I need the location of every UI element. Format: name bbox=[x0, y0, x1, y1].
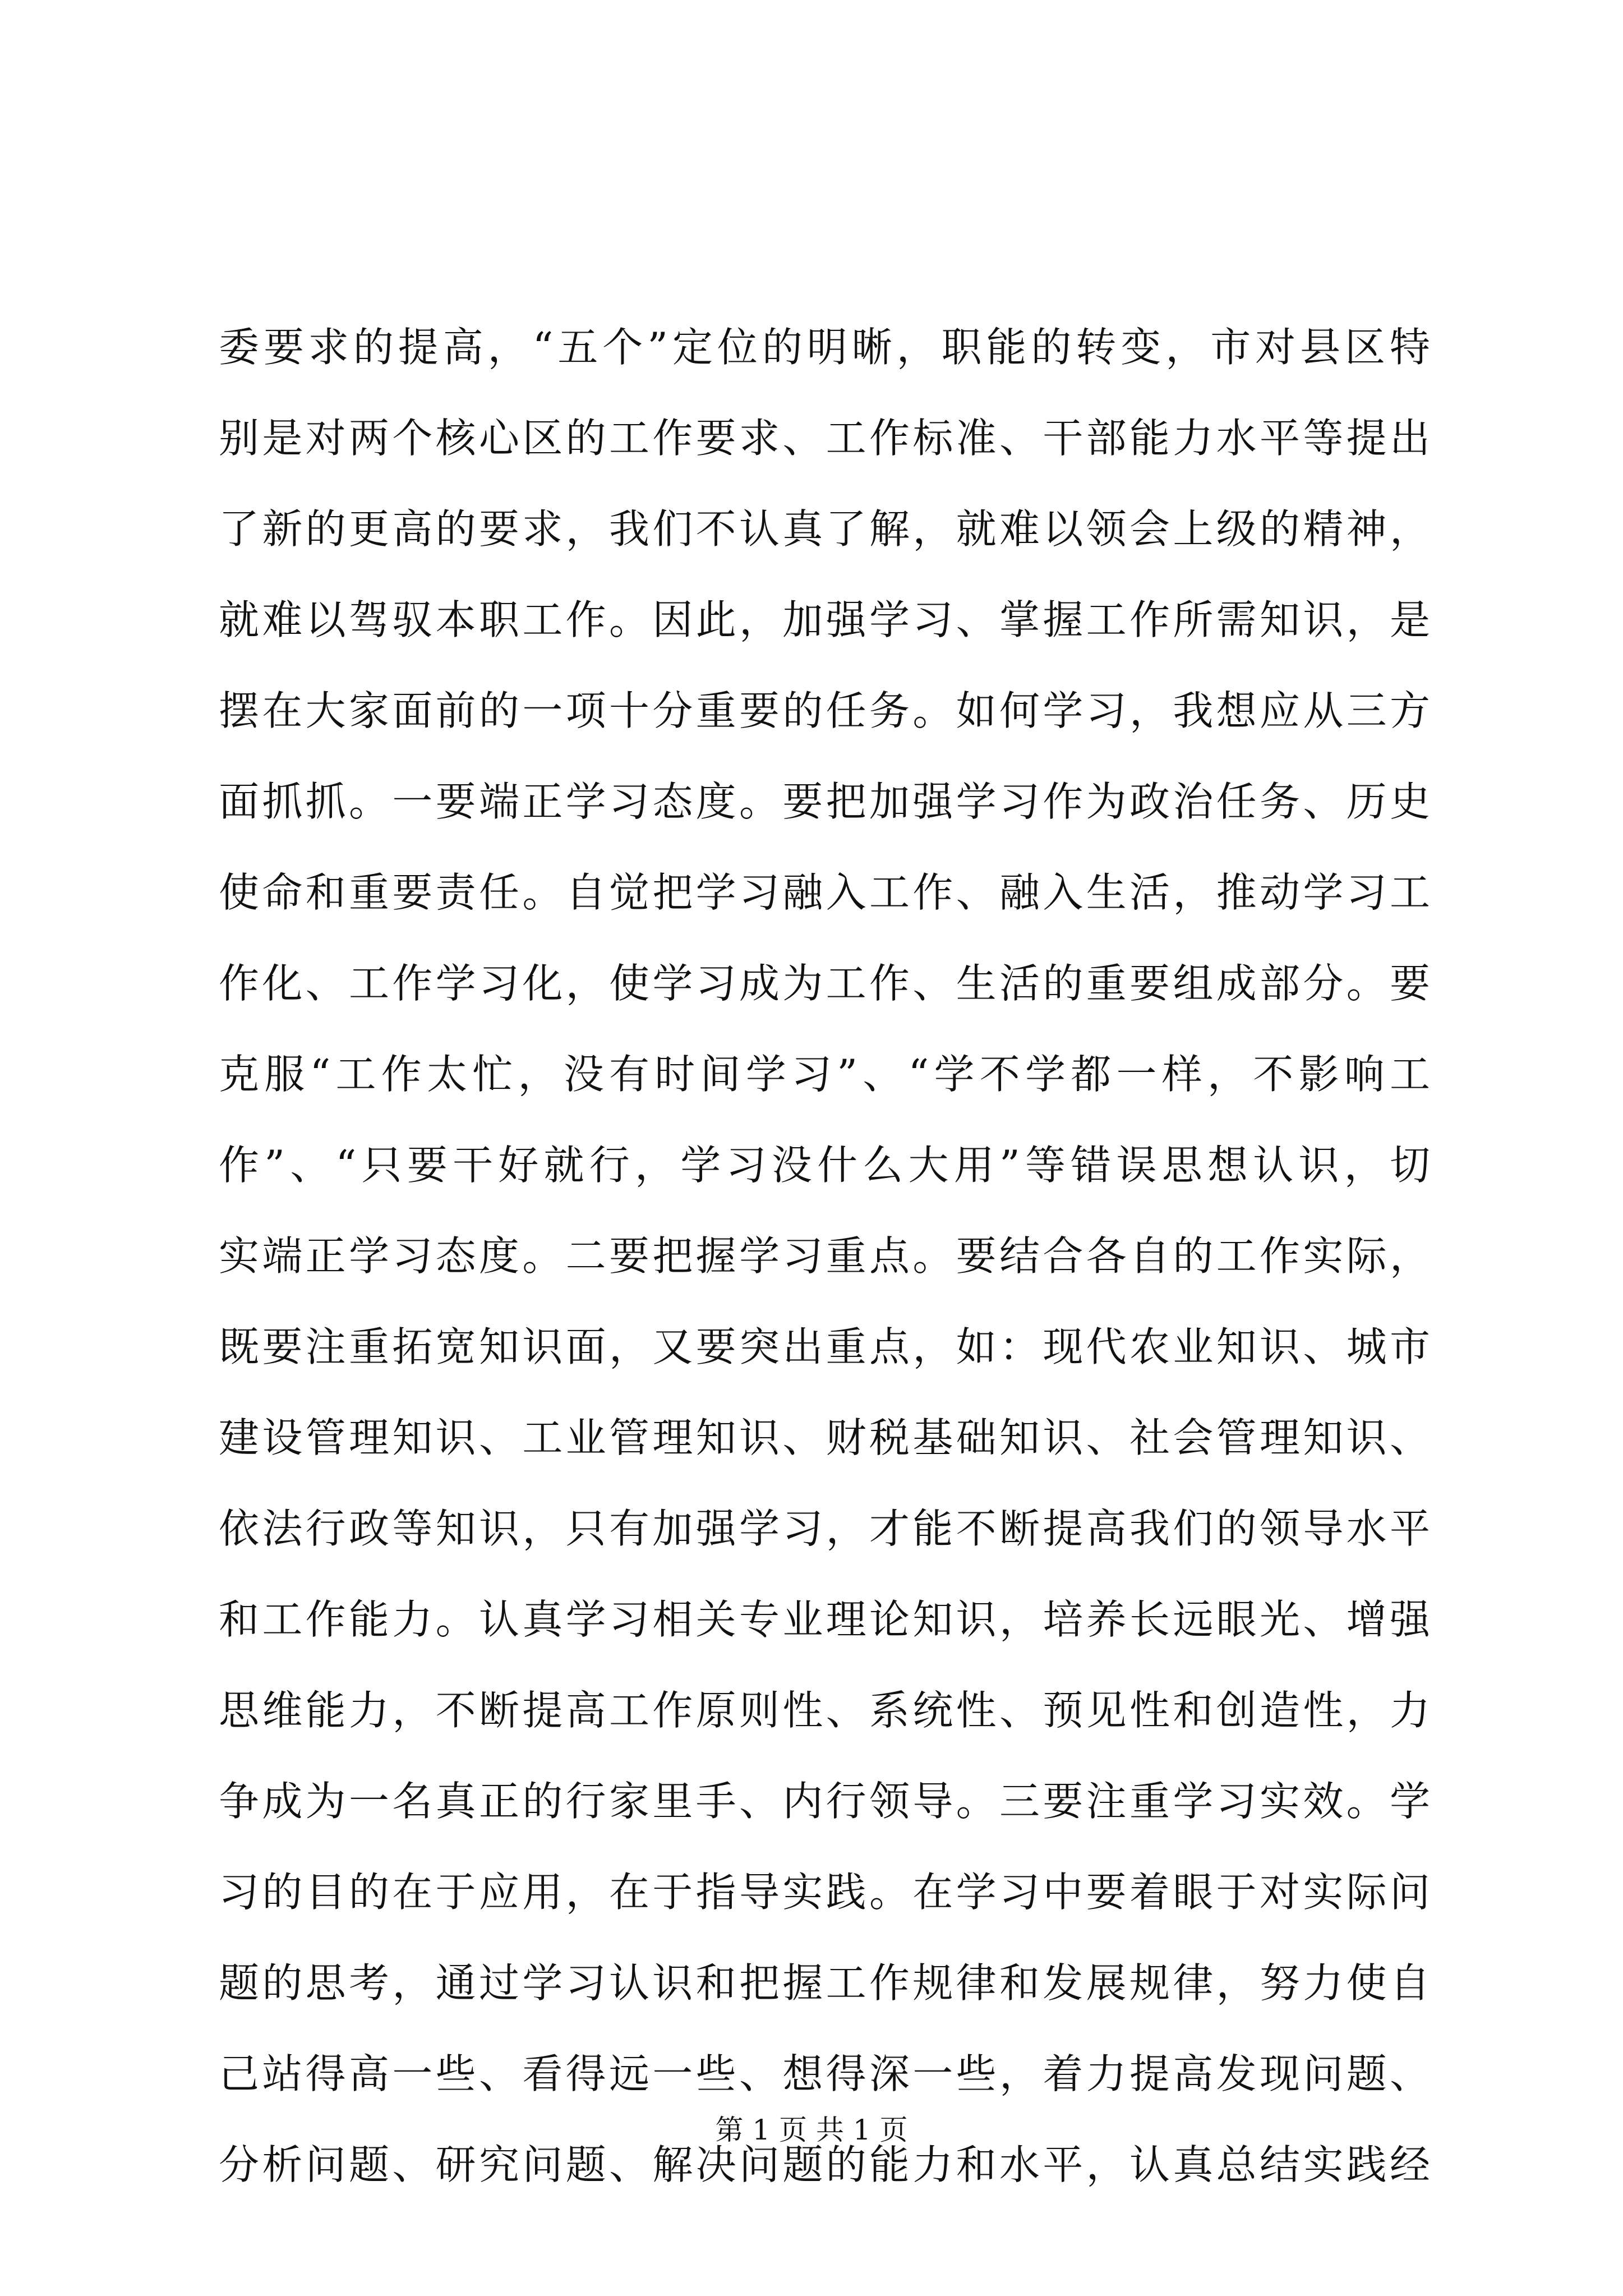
text-line: 思维能力，不断提高工作原则性、系统性、预见性和创造性，力 bbox=[219, 1687, 1430, 1734]
text-line: 分析问题、研究问题、解决问题的能力和水平，认真总结实践经 bbox=[219, 2141, 1430, 2188]
text-line: 就难以驾驭本职工作。因此，加强学习、掌握工作所需知识，是 bbox=[219, 596, 1430, 643]
text-line: 作化、工作学习化，使学习成为工作、生活的重要组成部分。要 bbox=[219, 960, 1430, 1007]
page-footer bbox=[0, 2110, 1623, 2150]
text-line: 争成为一名真正的行家里手、内行领导。三要注重学习实效。学 bbox=[219, 1778, 1430, 1825]
text-line: 面抓抓。一要端正学习态度。要把加强学习作为政治任务、历史 bbox=[219, 778, 1430, 825]
text-line: 实端正学习态度。二要把握学习重点。要结合各自的工作实际， bbox=[219, 1232, 1430, 1280]
text-line: 既要注重拓宽知识面，又要突出重点，如：现代农业知识、城市 bbox=[219, 1323, 1430, 1370]
text-line: 题的思考，通过学习认识和把握工作规律和发展规律，努力使自 bbox=[219, 1959, 1430, 2007]
text-line: 和工作能力。认真学习相关专业理论知识，培养长远眼光、增强 bbox=[219, 1596, 1430, 1643]
text-line: 己站得高一些、看得远一些、想得深一些，着力提高发现问题、 bbox=[219, 2050, 1430, 2097]
text-line: 委要求的提高，“五个”定位的明晰，职能的转变，市对县区特 bbox=[219, 324, 1430, 371]
text-line: 摆在大家面前的一项十分重要的任务。如何学习，我想应从三方 bbox=[219, 687, 1430, 734]
text-line: 别是对两个核心区的工作要求、工作标准、干部能力水平等提出 bbox=[219, 415, 1430, 462]
text-line: 依法行政等知识，只有加强学习，才能不断提高我们的领导水平 bbox=[219, 1505, 1430, 1552]
text-line: 克服“工作太忙，没有时间学习”、“学不学都一样，不影响工 bbox=[219, 1051, 1430, 1098]
text-line: 建设管理知识、工业管理知识、财税基础知识、社会管理知识、 bbox=[219, 1414, 1430, 1461]
text-line: 作”、“只要干好就行，学习没什么大用”等错误思想认识，切 bbox=[219, 1142, 1430, 1189]
text-line: 使命和重要责任。自觉把学习融入工作、融入生活，推动学习工 bbox=[219, 869, 1430, 916]
page-number-label: 第 1 页 共 1 页 bbox=[715, 2114, 908, 2146]
body-text bbox=[219, 302, 1430, 2210]
text-line: 了新的更高的要求，我们不认真了解，就难以领会上级的精神， bbox=[219, 505, 1430, 553]
text-line: 习的目的在于应用，在于指导实践。在学习中要着眼于对实际问 bbox=[219, 1869, 1430, 1916]
